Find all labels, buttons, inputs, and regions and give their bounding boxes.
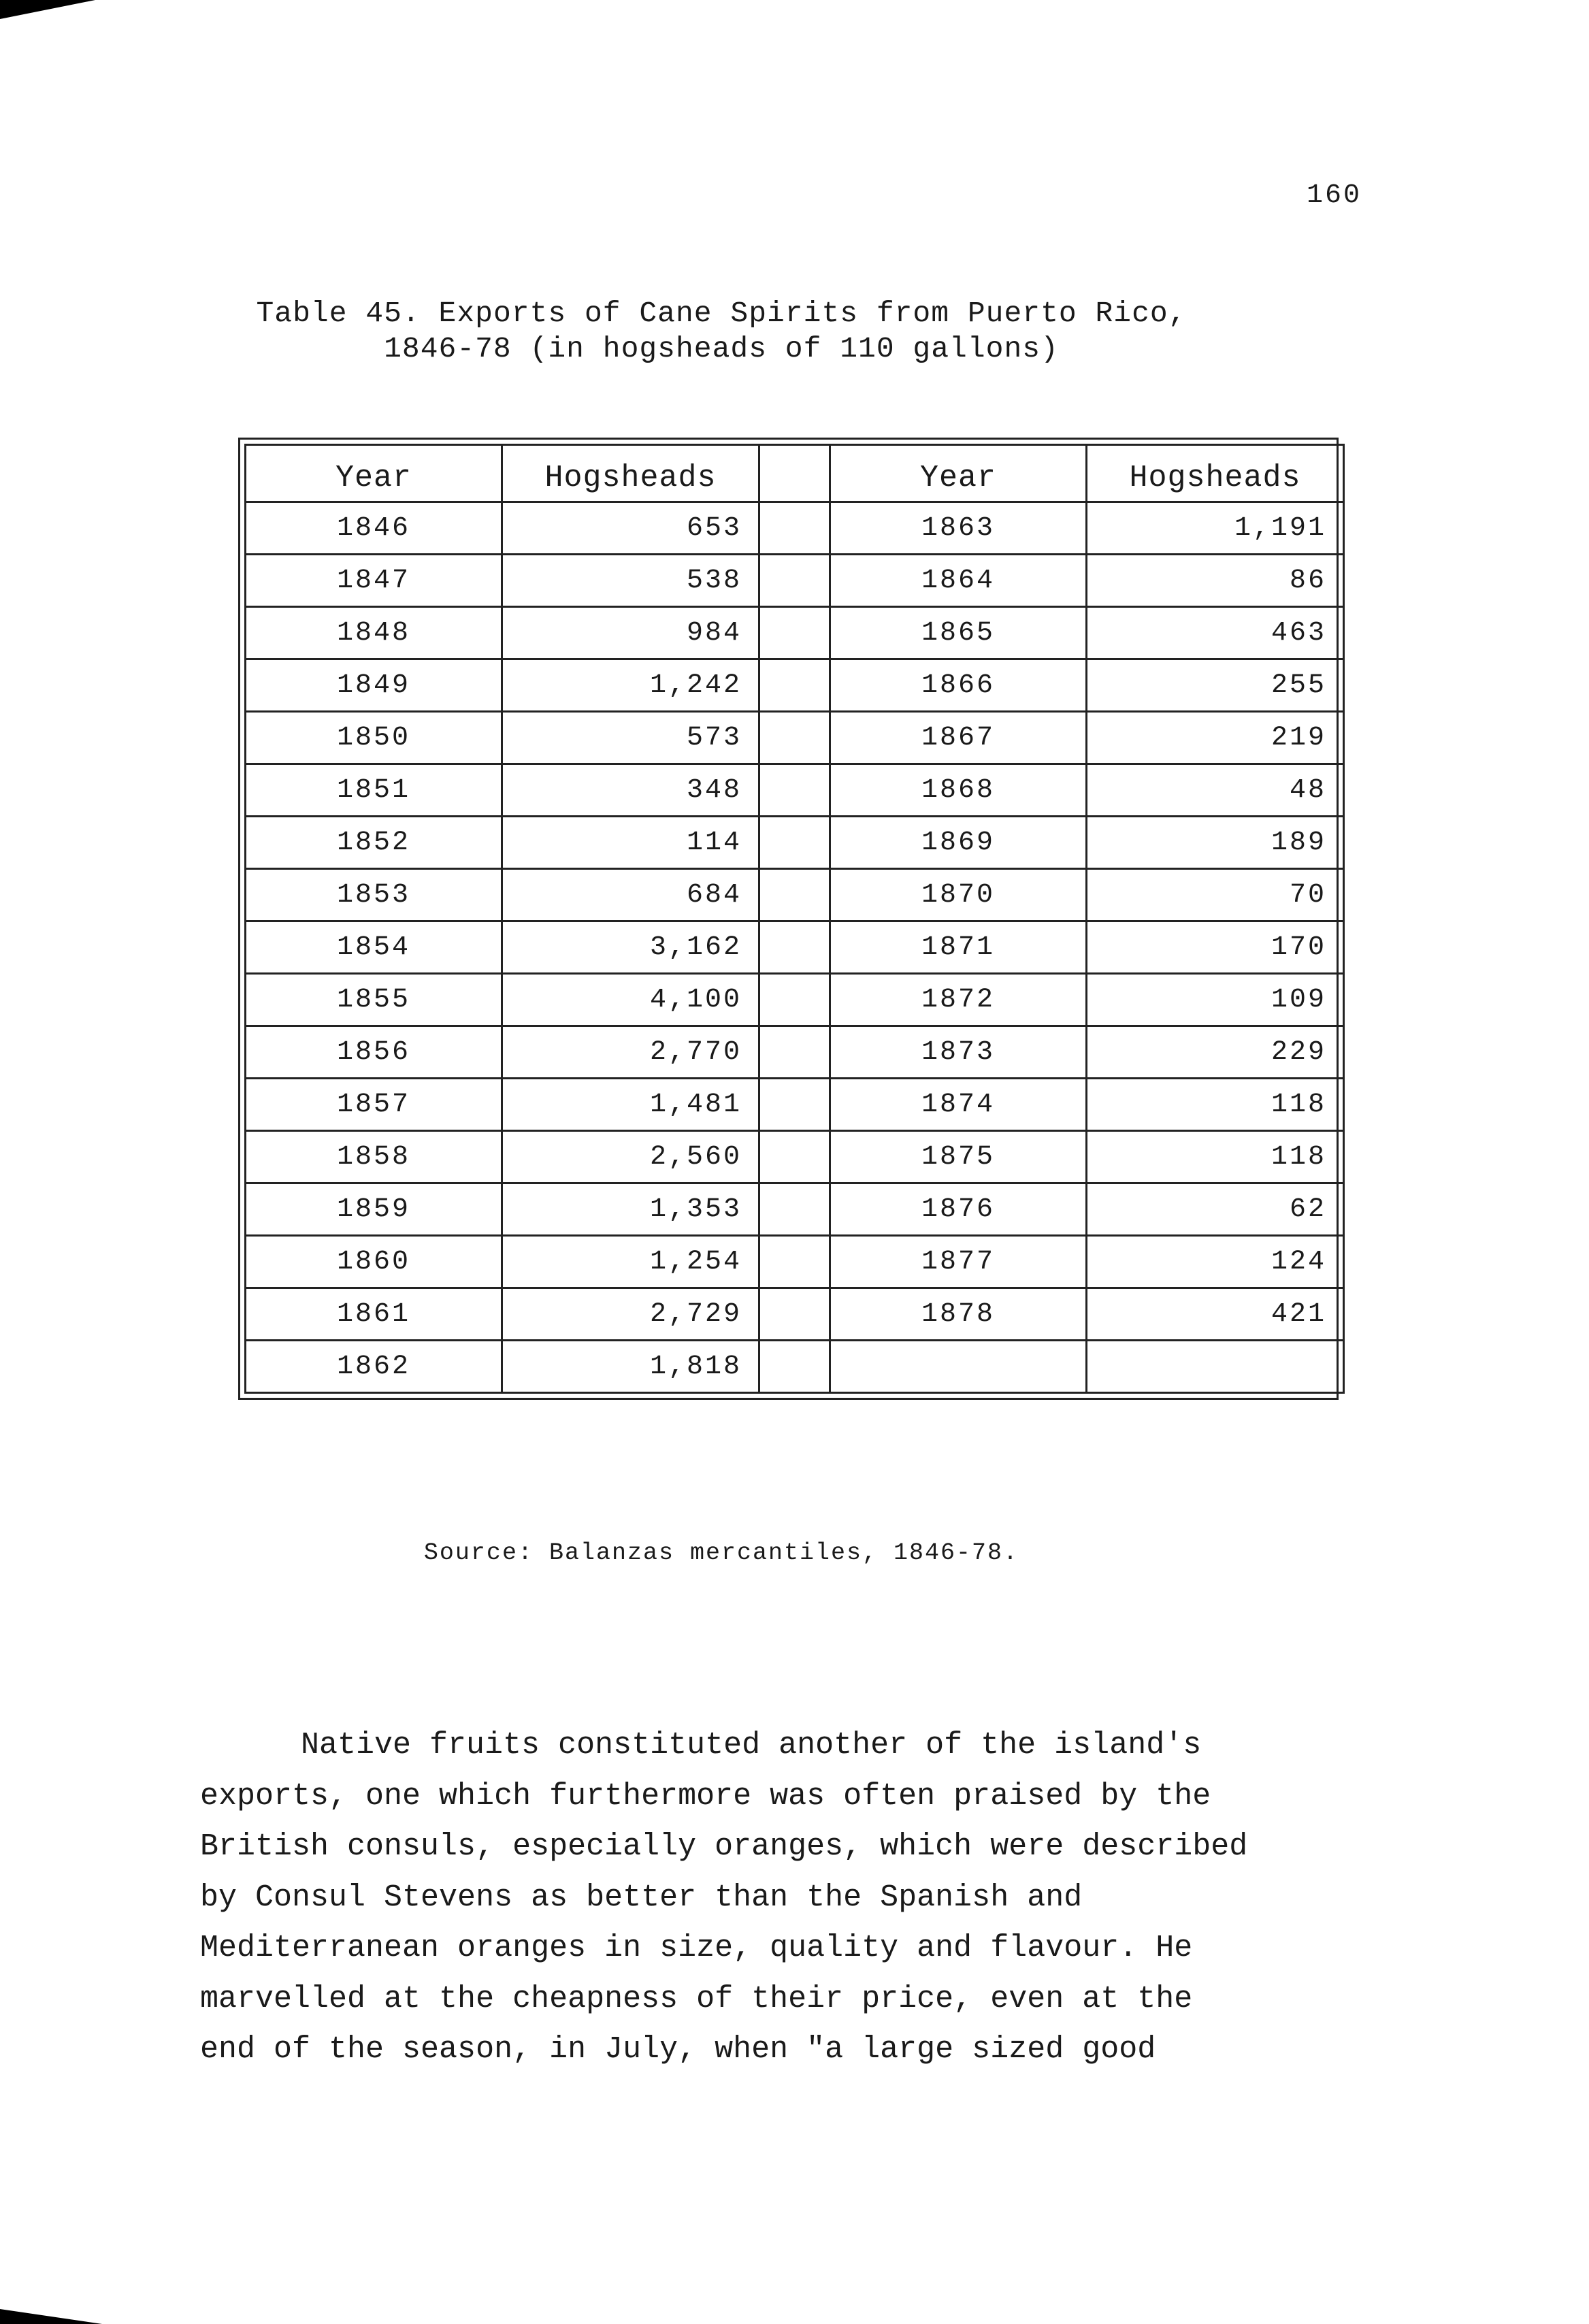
body-line: end of the season, in July, when "a large sized good [200, 2032, 1156, 2067]
cell-year-left: 1849 [246, 659, 502, 712]
cell-hogsheads-right: 109 [1087, 974, 1344, 1026]
cell-year-right: 1875 [830, 1131, 1087, 1183]
table-row [246, 1183, 1344, 1236]
table-row [246, 607, 1344, 659]
table-title-line-2: 1846-78 (in hogsheads of 110 gallons) [384, 332, 1059, 365]
table-row [246, 555, 1344, 607]
cell-hogsheads-left: 1,481 [502, 1079, 759, 1131]
cell-hogsheads-left: 348 [502, 764, 759, 817]
cell-gap [759, 1131, 830, 1183]
cell-hogsheads-right: 421 [1087, 1288, 1344, 1341]
cell-gap [759, 1288, 830, 1341]
cell-year-left: 1857 [246, 1079, 502, 1131]
table-header-row [246, 445, 1344, 502]
cell-gap [759, 817, 830, 869]
table-row [246, 659, 1344, 712]
cell-year-right: 1868 [830, 764, 1087, 817]
cell-gap [759, 555, 830, 607]
exports-table-frame [238, 438, 1339, 1400]
cell-year-right: 1863 [830, 502, 1087, 555]
cell-year-right: 1877 [830, 1236, 1087, 1288]
body-line: Native fruits constituted another of the island's [301, 1728, 1202, 1763]
cell-year-right: 1866 [830, 659, 1087, 712]
cell-year-left: 1846 [246, 502, 502, 555]
cell-year-left: 1859 [246, 1183, 502, 1236]
cell-hogsheads-left: 2,729 [502, 1288, 759, 1341]
table-title [204, 296, 1239, 367]
cell-hogsheads-right: 86 [1087, 555, 1344, 607]
exports-table [244, 444, 1345, 1394]
cell-year-left: 1855 [246, 974, 502, 1026]
body-line: British consuls, especially oranges, which were described [200, 1829, 1248, 1864]
cell-hogsheads-right: 170 [1087, 921, 1344, 974]
cell-year-left: 1854 [246, 921, 502, 974]
cell-hogsheads-right: 1,191 [1087, 502, 1344, 555]
cell-gap [759, 1079, 830, 1131]
cell-year-left: 1860 [246, 1236, 502, 1288]
cell-gap [759, 1236, 830, 1288]
cell-hogsheads-left: 538 [502, 555, 759, 607]
body-line: by Consul Stevens as better than the Spanish and [200, 1880, 1083, 1915]
cell-year-right [830, 1341, 1087, 1393]
table-title-line-1: Table 45. Exports of Cane Spirits from Puerto Rico, [256, 297, 1187, 330]
cell-year-right: 1869 [830, 817, 1087, 869]
cell-hogsheads-left: 684 [502, 869, 759, 921]
cell-year-left: 1850 [246, 712, 502, 764]
cell-hogsheads-left: 653 [502, 502, 759, 555]
cell-gap [759, 1183, 830, 1236]
cell-year-left: 1861 [246, 1288, 502, 1341]
header-gap [759, 445, 830, 502]
cell-hogsheads-right: 70 [1087, 869, 1344, 921]
table-row [246, 1341, 1344, 1393]
cell-year-right: 1864 [830, 555, 1087, 607]
cell-gap [759, 921, 830, 974]
cell-hogsheads-right: 219 [1087, 712, 1344, 764]
cell-hogsheads-left: 573 [502, 712, 759, 764]
cell-year-left: 1847 [246, 555, 502, 607]
cell-year-right: 1865 [830, 607, 1087, 659]
body-line: Mediterranean oranges in size, quality and flavour. He [200, 1931, 1193, 1965]
table-row [246, 764, 1344, 817]
cell-year-right: 1878 [830, 1288, 1087, 1341]
cell-year-right: 1876 [830, 1183, 1087, 1236]
table-row [246, 974, 1344, 1026]
cell-year-right: 1867 [830, 712, 1087, 764]
cell-hogsheads-right: 229 [1087, 1026, 1344, 1079]
body-line: exports, one which furthermore was often praised by the [200, 1778, 1211, 1814]
cell-year-right: 1870 [830, 869, 1087, 921]
scan-corner-mark-bottom [0, 2309, 102, 2324]
cell-hogsheads-left: 1,242 [502, 659, 759, 712]
cell-hogsheads-left: 1,254 [502, 1236, 759, 1288]
cell-hogsheads-right: 189 [1087, 817, 1344, 869]
cell-year-left: 1856 [246, 1026, 502, 1079]
header-hogsheads-right: Hogsheads [1087, 445, 1344, 502]
cell-hogsheads-left: 1,353 [502, 1183, 759, 1236]
cell-gap [759, 712, 830, 764]
cell-hogsheads-left: 984 [502, 607, 759, 659]
cell-gap [759, 502, 830, 555]
cell-year-left: 1858 [246, 1131, 502, 1183]
cell-gap [759, 1341, 830, 1393]
cell-hogsheads-right: 118 [1087, 1131, 1344, 1183]
cell-hogsheads-left: 114 [502, 817, 759, 869]
cell-year-right: 1873 [830, 1026, 1087, 1079]
table-row [246, 1026, 1344, 1079]
table-row [246, 1236, 1344, 1288]
cell-year-left: 1852 [246, 817, 502, 869]
cell-hogsheads-right: 463 [1087, 607, 1344, 659]
page-number: 160 [1307, 180, 1362, 211]
cell-hogsheads-right: 255 [1087, 659, 1344, 712]
body-paragraph [200, 1720, 1425, 2076]
header-hogsheads-left: Hogsheads [502, 445, 759, 502]
cell-gap [759, 607, 830, 659]
cell-year-left: 1862 [246, 1341, 502, 1393]
table-row [246, 869, 1344, 921]
cell-year-right: 1874 [830, 1079, 1087, 1131]
cell-year-left: 1853 [246, 869, 502, 921]
cell-gap [759, 764, 830, 817]
cell-hogsheads-left: 2,770 [502, 1026, 759, 1079]
cell-gap [759, 659, 830, 712]
cell-gap [759, 974, 830, 1026]
cell-hogsheads-right: 118 [1087, 1079, 1344, 1131]
table-row [246, 502, 1344, 555]
cell-gap [759, 869, 830, 921]
table-row [246, 1131, 1344, 1183]
cell-hogsheads-right: 48 [1087, 764, 1344, 817]
cell-year-left: 1851 [246, 764, 502, 817]
cell-year-right: 1871 [830, 921, 1087, 974]
table-row [246, 712, 1344, 764]
cell-hogsheads-right: 62 [1087, 1183, 1344, 1236]
cell-hogsheads-left: 4,100 [502, 974, 759, 1026]
cell-year-right: 1872 [830, 974, 1087, 1026]
table-row [246, 1079, 1344, 1131]
cell-hogsheads-left: 3,162 [502, 921, 759, 974]
header-year-left: Year [246, 445, 502, 502]
cell-hogsheads-left: 1,818 [502, 1341, 759, 1393]
header-year-right: Year [830, 445, 1087, 502]
table-row [246, 817, 1344, 869]
cell-hogsheads-right [1087, 1341, 1344, 1393]
body-line: marvelled at the cheapness of their price, even at the [200, 1981, 1193, 2016]
cell-gap [759, 1026, 830, 1079]
table-row [246, 921, 1344, 974]
scan-corner-mark-top [0, 0, 95, 19]
cell-hogsheads-right: 124 [1087, 1236, 1344, 1288]
cell-hogsheads-left: 2,560 [502, 1131, 759, 1183]
table-row [246, 1288, 1344, 1341]
table-source-note: Source: Balanzas mercantiles, 1846-78. [423, 1539, 1019, 1567]
cell-year-left: 1848 [246, 607, 502, 659]
